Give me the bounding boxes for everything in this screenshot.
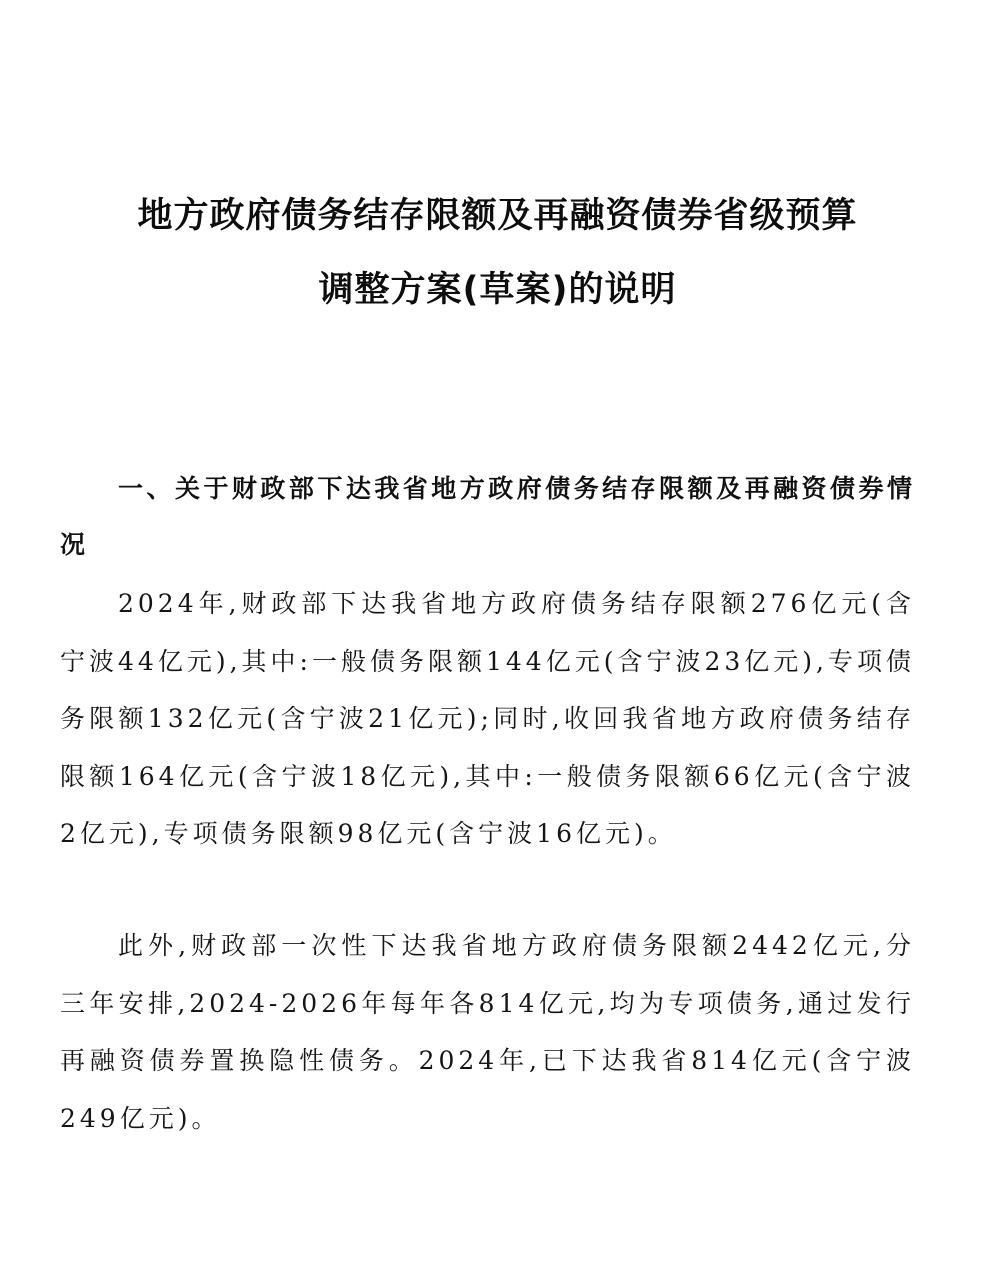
body-paragraph-1: 2024年,财政部下达我省地方政府债务结存限额276亿元(含宁波44亿元),其中:一般债务限额144亿元(含宁波23亿元),专项债务限额132亿元(含宁波21亿元);同时,收回我省地方政府债务结存限额164亿元(含宁波18亿元),其中:一般债务限额66亿元(含宁波2亿元),专项债务限额98亿元(含宁波16亿元)。 bbox=[60, 589, 915, 848]
section-heading: 一、关于财政部下达我省地方政府债务结存限额及再融资债券情况 bbox=[60, 474, 915, 559]
document-title-line-2: 调整方案(草案)的说明 bbox=[318, 270, 677, 310]
body-paragraph-2: 此外,财政部一次性下达我省地方政府债务限额2442亿元,分三年安排,2024-2026年每年各814亿元,均为专项债务,通过发行再融资债券置换隐性债务。2024年,已下达我省814亿元(含宁波249亿元)。 bbox=[60, 931, 915, 1133]
document-title-line-1: 地方政府债务结存限额及再融资债券省级预算 bbox=[137, 196, 858, 236]
